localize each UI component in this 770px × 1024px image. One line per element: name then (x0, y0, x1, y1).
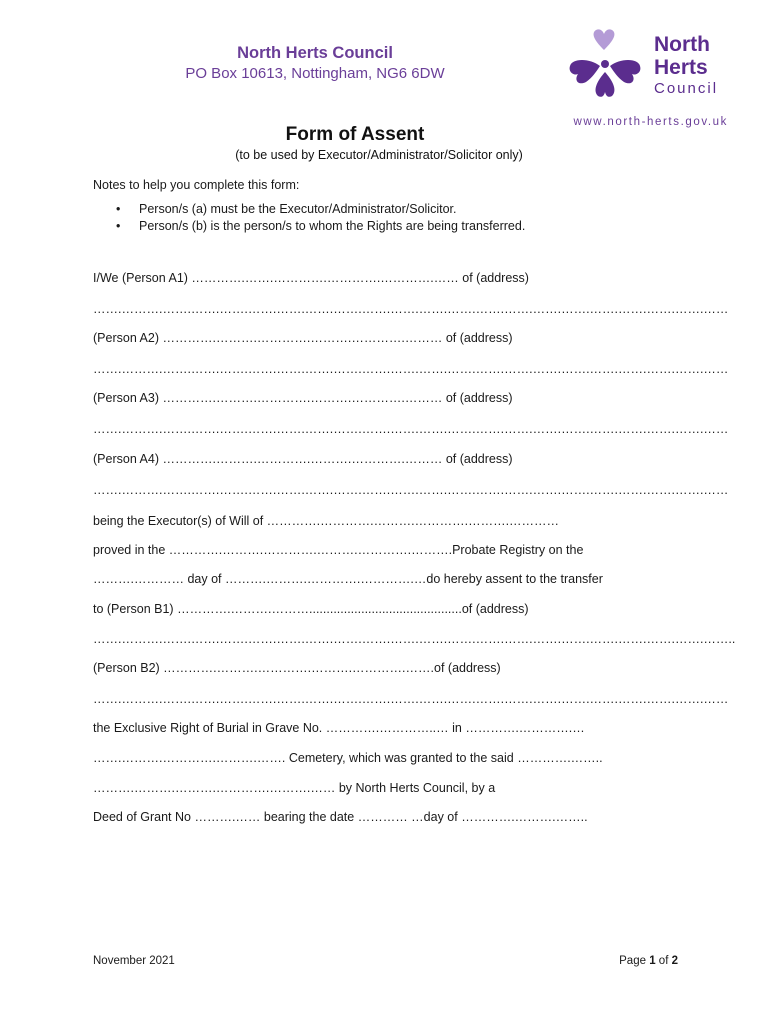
footer-date: November 2021 (93, 955, 175, 967)
council-address: PO Box 10613, Nottingham, NG6 6DW (185, 65, 445, 82)
page-prefix: Page (619, 955, 646, 967)
form-line-person-b1[interactable]: to (Person B1) ………….……….………............................................of (address) (93, 602, 529, 616)
logo-word-herts: Herts (654, 56, 708, 79)
form-line-person-a4[interactable]: (Person A4) ………….……….………….……….………….……… of (address) (93, 452, 513, 466)
form-line-assent-date[interactable]: ……….………… day of ……….……….………….………….…do hereby assent to the transfer (93, 572, 603, 586)
form-line-grave-number[interactable]: the Exclusive Right of Burial in Grave No. ………….…………..… in ………….………….… (93, 721, 585, 735)
page-current: 1 (649, 955, 656, 967)
form-subtitle: (to be used by Executor/Administrator/Solicitor only) (235, 148, 523, 162)
form-line-probate-registry[interactable]: proved in the ………….……….………….……….………….……….Probate Registry on the (93, 543, 584, 557)
form-line-address-b2[interactable]: …….……….…….…….…….…….…….…….…….…….…….…….…….…….…….…….…….…….…….…….…….…… (93, 692, 729, 706)
page-total: 2 (671, 955, 678, 967)
logo-word-council: Council (654, 80, 719, 97)
form-line-address-a3[interactable]: …….……….…….…….…….…….…….…….…….…….…….…….…….…….…….…….…….…….…….…….…….…… (93, 422, 729, 436)
bullet-icon: • (116, 219, 121, 233)
notes-heading: Notes to help you complete this form: (93, 178, 300, 192)
form-line-person-a1[interactable]: I/We (Person A1) ………….…….………….………….………….…… of (address) (93, 271, 529, 285)
page-of: of (658, 955, 669, 967)
form-line-address-a1[interactable]: …….……….…….…….…….…….…….…….…….…….…….…….…….…….…….…….…….…….…….…….…….…… (93, 302, 729, 316)
note-item: Person/s (b) is the person/s to whom the Rights are being transferred. (139, 219, 526, 233)
form-line-person-a2[interactable]: (Person A2) ………….……….………….……….………….……… of (address) (93, 331, 513, 345)
form-line-executor-will[interactable]: being the Executor(s) of Will of ………….………….……….………….……….………… (93, 514, 560, 528)
logo-word-north: North (654, 33, 710, 56)
note-item: Person/s (a) must be the Executor/Administrator/Solicitor. (139, 202, 457, 216)
form-line-person-b2[interactable]: (Person B2) ………….……….………….……….………….…….of (address) (93, 661, 501, 675)
form-line-address-a4[interactable]: …….……….…….…….…….…….…….…….…….…….…….…….…….…….…….…….…….…….…….…….…….…… (93, 483, 729, 497)
north-herts-logo (568, 28, 738, 100)
form-title: Form of Assent (285, 124, 425, 145)
form-line-granted-by[interactable]: ……….……….……….………….……….…… by North Herts Council, by a (93, 781, 496, 795)
council-name: North Herts Council (237, 44, 393, 62)
form-line-address-b1[interactable]: …….……….…….…….…….…….…….…….…….…….…….…….…….…….…….…….…….…….…….…….…….…….. (93, 632, 736, 646)
page-number (619, 955, 678, 967)
form-line-address-a2[interactable]: …….……….…….…….…….…….…….…….…….…….…….…….…….…….…….…….…….…….…….…….…….…… (93, 362, 729, 376)
form-line-deed-of-grant[interactable]: Deed of Grant No ……….…… bearing the date ………… …day of ………….……….…….. (93, 810, 588, 824)
form-line-person-a3[interactable]: (Person A3) ………….……….………….……….………….……… of (address) (93, 391, 513, 405)
bullet-icon: • (116, 202, 121, 216)
website-link[interactable]: www.north-herts.gov.uk (573, 116, 728, 128)
heart-flower-logo-icon (568, 28, 648, 100)
form-line-cemetery[interactable]: …….……….………….……….……. Cemetery, which was granted to the said ………….…….. (93, 751, 603, 765)
